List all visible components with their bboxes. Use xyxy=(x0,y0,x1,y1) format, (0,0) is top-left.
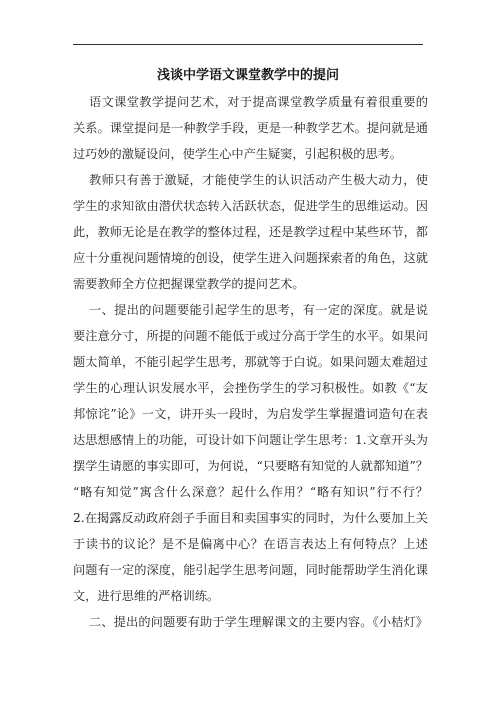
body-line: “略有知觉”寓含什么深意？起什么作用？“略有知识”行不行？ xyxy=(73,485,428,499)
body-line: 要注意分寸，所提的问题不能低于或过分高于学生的水平。如果问 xyxy=(73,329,428,343)
body-line: 文，进行思维的严格训练。 xyxy=(73,589,220,603)
body-line: 过巧妙的激疑设问，使学生心中产生疑窦，引起积极的思考。 xyxy=(73,147,403,161)
body-line: 题太简单，不能引起学生思考，那就等于白说。如果问题太难超过 xyxy=(73,355,428,369)
body-line: 二、提出的问题要有助于学生理解课文的主要内容。《小桔灯》 xyxy=(89,615,428,629)
body-line: 达思想感情上的功能，可设计如下问题让学生思考：1.文章开头为 xyxy=(73,433,428,447)
body-line: 于读书的议论？是不是偏离中心？在语言表达上有何特点？上述 xyxy=(73,537,428,551)
body-line: 学生的求知欲由潜伏状态转入活跃状态，促进学生的思维运动。因 xyxy=(73,199,428,213)
page-title: 浅谈中学语文课堂教学中的提问 xyxy=(156,68,339,83)
body-line: 学生的心理认识发展水平，会挫伤学生的学习积极性。如教《“友 xyxy=(73,381,428,395)
body-line: 需要教师全方位把握课堂教学的提问艺术。 xyxy=(73,277,305,291)
body-line: 此，教师无论是在教学的整体过程，还是教学过程中某些环节，都 xyxy=(73,225,428,239)
body-line: 2.在揭露反动政府刽子手面目和卖国事实的同时，为什么要加上关 xyxy=(73,511,428,525)
body-line: 教师只有善于激疑，才能使学生的认识活动产生极大动力，使 xyxy=(89,173,428,187)
body-line: 一、提出的问题要能引起学生的思考，有一定的深度。就是说 xyxy=(89,303,428,317)
body-line: 应十分重视问题情境的创设，使学生进入问题探索者的角色，这就 xyxy=(73,251,428,265)
header-rule xyxy=(73,44,423,45)
body-line: 邦惊诧”论》一文，讲开头一段时，为启发学生掌握遣词造句在表 xyxy=(73,407,428,421)
body-line: 摆学生请愿的事实即可，为何说，“只要略有知觉的人就都知道”？ xyxy=(73,459,428,473)
body-line: 问题有一定的深度，能引起学生思考问题，同时能帮助学生消化课 xyxy=(73,563,428,577)
body-line: 关系。课堂提问是一种教学手段，更是一种教学艺术。提问就是通 xyxy=(73,121,428,135)
body-line: 语文课堂教学提问艺术，对于提高课堂教学质量有着很重要的 xyxy=(89,95,428,109)
